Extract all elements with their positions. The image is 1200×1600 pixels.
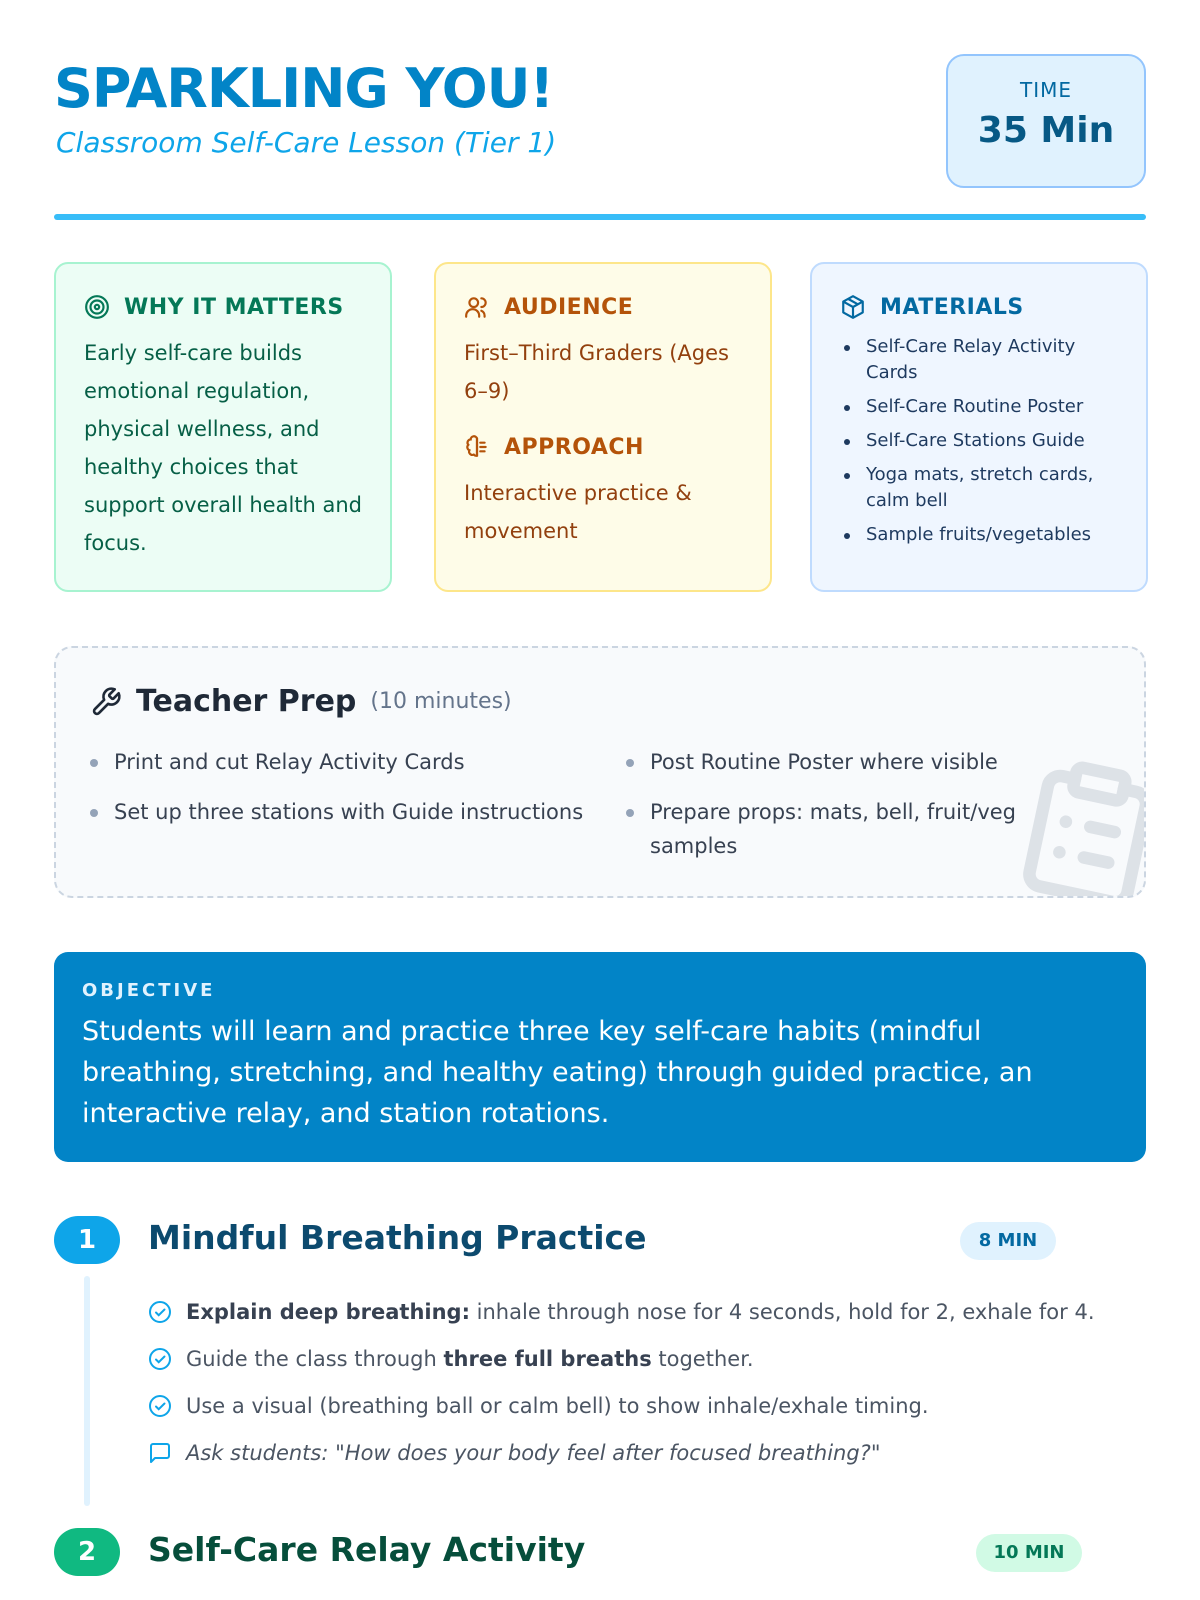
header-divider bbox=[54, 214, 1146, 220]
prep-heading-row bbox=[90, 684, 1110, 719]
step-item-text: Use a visual (breathing ball or calm bell) to show inhale/exhale timing. bbox=[186, 1393, 929, 1418]
approach-text: Interactive practice & movement bbox=[464, 481, 692, 543]
approach-heading: APPROACH bbox=[504, 434, 644, 460]
time-value: 35 Min bbox=[977, 110, 1115, 151]
users-icon bbox=[464, 294, 490, 320]
why-card bbox=[54, 262, 392, 592]
step-item-before: Guide the class through bbox=[186, 1346, 444, 1371]
step-item-question: Ask students: "How does your body feel after focused breathing?" bbox=[186, 1440, 881, 1465]
target-icon bbox=[84, 294, 110, 320]
step-title: Self-Care Relay Activity bbox=[148, 1530, 586, 1569]
wrench-icon bbox=[90, 686, 122, 718]
message-square-icon bbox=[148, 1441, 172, 1465]
material-item: Sample fruits/vegetables bbox=[840, 522, 1120, 548]
step-item-text bbox=[186, 1300, 1095, 1324]
prep-item: Post Routine Poster where visible bbox=[626, 745, 1106, 779]
objective-banner bbox=[54, 952, 1146, 1162]
audience-heading-row bbox=[464, 294, 744, 320]
time-box bbox=[946, 54, 1146, 188]
step-number: 1 bbox=[54, 1216, 120, 1264]
check-circle-icon bbox=[148, 1300, 172, 1324]
materials-heading-row bbox=[840, 294, 1120, 320]
step-timeline bbox=[84, 1276, 90, 1506]
prep-title: Teacher Prep bbox=[136, 684, 357, 719]
prep-list bbox=[90, 745, 1110, 863]
step-item-list bbox=[148, 1288, 1138, 1476]
why-heading-row bbox=[84, 294, 364, 320]
why-heading: WHY IT MATTERS bbox=[124, 294, 344, 320]
step-item-after: together. bbox=[651, 1346, 754, 1371]
lesson-subtitle: Classroom Self-Care Lesson (Tier 1) bbox=[56, 126, 557, 159]
check-circle-icon bbox=[148, 1394, 172, 1418]
audience-card bbox=[434, 262, 772, 592]
step-item bbox=[148, 1382, 1138, 1429]
material-item: Self-Care Stations Guide bbox=[840, 428, 1120, 454]
materials-heading: MATERIALS bbox=[880, 294, 1024, 320]
step-duration-badge: 8 MIN bbox=[960, 1222, 1056, 1260]
audience-heading: AUDIENCE bbox=[504, 294, 634, 320]
check-circle-icon bbox=[148, 1347, 172, 1371]
prep-item: Set up three stations with Guide instructions bbox=[90, 795, 626, 863]
objective-text: Students will learn and practice three key self-care habits (mindful breathing, stretching, and healthy eating) through guided practice, an interactive relay, and station rotations. bbox=[82, 1016, 1033, 1129]
audience-text: First–Third Graders (Ages 6–9) bbox=[464, 341, 729, 403]
materials-card bbox=[810, 262, 1148, 592]
step-duration-badge: 10 MIN bbox=[976, 1534, 1082, 1572]
step-title: Mindful Breathing Practice bbox=[148, 1218, 647, 1257]
step-item-text bbox=[186, 1347, 754, 1371]
approach-heading-row bbox=[464, 434, 744, 460]
step-item-after: inhale through nose for 4 seconds, hold for 2, exhale for 4. bbox=[469, 1299, 1095, 1324]
package-icon bbox=[840, 294, 866, 320]
step-number: 2 bbox=[54, 1528, 120, 1576]
step-item-bold: three full breaths bbox=[443, 1346, 652, 1371]
lesson-header bbox=[54, 50, 1146, 220]
step-1 bbox=[54, 1216, 1146, 1516]
prep-item: Prepare props: mats, bell, fruit/veg samples bbox=[626, 795, 1106, 863]
objective-label: OBJECTIVE bbox=[82, 980, 216, 1001]
brain-icon bbox=[464, 434, 490, 460]
step-item bbox=[148, 1335, 1138, 1382]
lesson-title: SPARKLING YOU! bbox=[54, 57, 554, 120]
material-item: Yoga mats, stretch cards, calm bell bbox=[840, 462, 1120, 514]
material-item: Self-Care Relay Activity Cards bbox=[840, 334, 1120, 386]
step-2 bbox=[54, 1528, 1146, 1600]
prep-item: Print and cut Relay Activity Cards bbox=[90, 745, 626, 779]
step-item bbox=[148, 1288, 1138, 1335]
time-label: TIME bbox=[1019, 78, 1072, 102]
step-item-bold: Explain deep breathing: bbox=[186, 1299, 470, 1324]
prep-duration: (10 minutes) bbox=[370, 689, 512, 714]
teacher-prep-section bbox=[54, 646, 1146, 898]
why-text: Early self-care builds emotional regulation, physical wellness, and healthy choices that support overall health and focus. bbox=[84, 341, 363, 555]
materials-list bbox=[840, 334, 1120, 548]
material-item: Self-Care Routine Poster bbox=[840, 394, 1120, 420]
step-item bbox=[148, 1429, 1138, 1476]
